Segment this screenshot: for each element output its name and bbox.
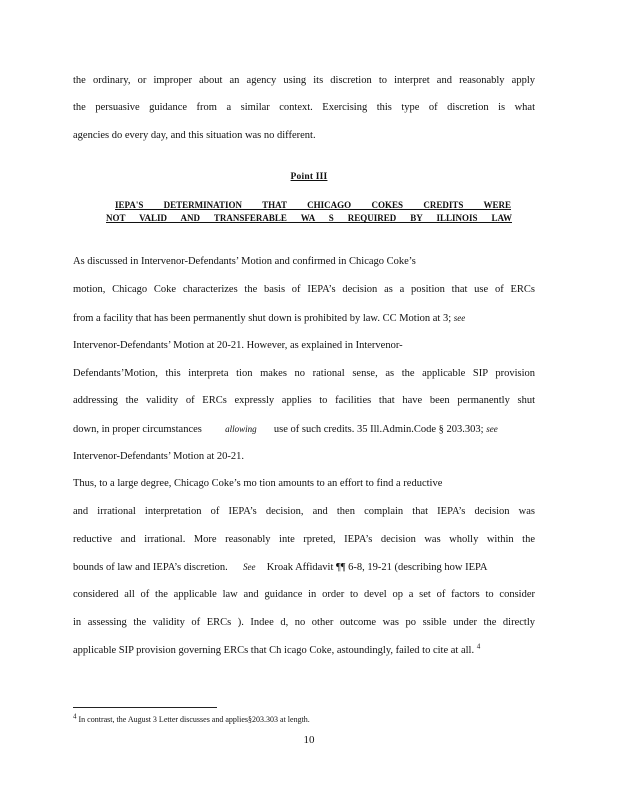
section-heading [0,172,618,182]
body-text-line: addressing the validity of ERCs expressly applies to facilities that have been permanently shut [73,395,535,406]
signal-see: See [243,562,256,572]
body-text-line: Thus, to a large degree, Chicago Coke’s mo tion amounts to an effort to find a reductive [73,478,443,489]
page-number: 10 [303,734,315,746]
body-text-line: As discussed in Intervenor-Defendants’ Motion and confirmed in Chicago Coke’s [73,256,416,267]
body-text-line: the ordinary, or improper about an agency using its discretion to interpret and reasonably apply [73,75,535,86]
section-heading-line: NOT VALID AND TRANSFERABLE WA S REQUIRED BY ILLINOIS LAW [106,213,512,223]
body-text-segment: bounds of law and IEPA’s discretion. [73,562,228,573]
body-text-line [73,311,535,326]
body-text-line: in assessing the validity of ERCs ). Indee d, no other outcome was po ssible under the directly [73,617,535,628]
section-heading-title: Point III [290,172,328,182]
signal-see: see [453,313,466,323]
emphasis-allowing: allowing [225,424,257,434]
footnote-separator [73,707,217,708]
body-text-line: considered all of the applicable law and guidance in order to devel op a set of factors to consider [73,589,535,600]
body-text-line: Intervenor-Defendants’ Motion at 20-21. However, as explained in Intervenor- [73,340,403,351]
body-text-line: agencies do every day, and this situation was no different. [73,130,316,141]
body-text-segment: down, in proper circumstances [73,424,202,435]
body-text-segment: from a facility that has been permanently shut down is prohibited by law. CC Motion at 3; [73,313,452,324]
footnote [73,714,310,725]
body-text-line [73,422,535,437]
signal-see: see [486,424,498,434]
body-text-segment: applicable SIP provision governing ERCs that Ch icago Coke, astoundingly, failed to cite at all. [73,645,475,656]
body-text-line: and irrational interpretation of IEPA’s decision, and then complain that IEPA’s decision was [73,506,535,517]
body-text-line: motion, Chicago Coke characterizes the basis of IEPA’s decision as a position that use of ERCs [73,284,535,295]
body-text-line [73,644,535,658]
body-text-line [73,560,535,575]
body-text-line: Defendants’Motion, this interpreta tion makes no rational sense, as the applicable SIP provision [73,368,535,379]
body-text-line: Intervenor-Defendants’ Motion at 20-21. [73,451,245,462]
footnote-text: In contrast, the August 3 Letter discusses and applies§203.303 at length. [76,715,310,724]
body-text-line: the persuasive guidance from a similar context. Exercising this type of discretion is what [73,102,535,113]
body-text-line: reductive and irrational. More reasonably inte rpreted, IEPA’s decision was wholly within the [73,534,535,545]
body-text-segment: use of such credits. 35 Ill.Admin.Code § 203.303; [273,424,484,435]
footnote-reference[interactable]: 4 [476,642,481,651]
body-text-segment: Kroak Affidavit ¶¶ 6-8, 19-21 (describing how IEPA [266,562,488,573]
footnote-mark: 4 [73,712,77,721]
section-heading-line: IEPA'S DETERMINATION THAT CHICAGO COKES CREDITS WERE [115,200,511,210]
